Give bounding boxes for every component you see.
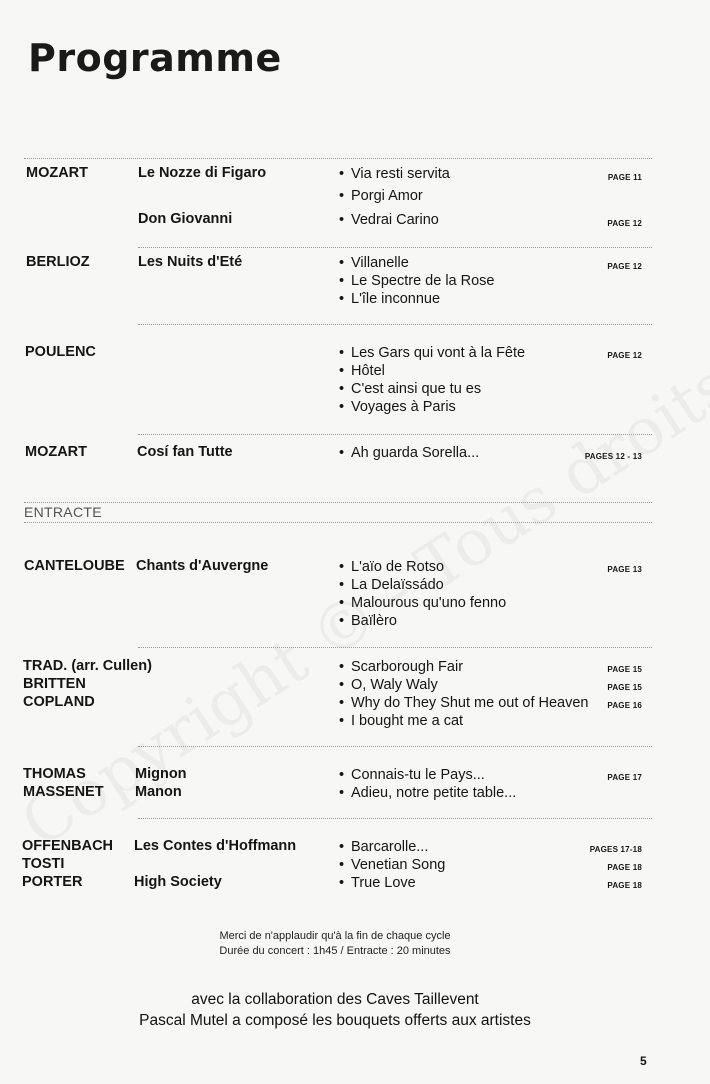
composer: CANTELOUBE <box>24 558 125 574</box>
work-title: Chants d'Auvergne <box>136 558 269 574</box>
composer: MOZART <box>25 444 88 460</box>
piece-item: • Hôtel <box>339 363 385 379</box>
divider <box>138 818 652 819</box>
composer: POULENC <box>25 344 96 360</box>
page-reference: PAGE 15 <box>607 665 642 674</box>
piece-item: • Voyages à Paris <box>339 399 456 415</box>
piece-item: • Villanelle <box>339 255 409 271</box>
page-number: 5 <box>640 1054 647 1068</box>
divider <box>24 502 652 503</box>
work-title: Les Nuits d'Eté <box>138 254 243 270</box>
page-reference: PAGE 12 <box>607 351 642 360</box>
piece-item: • I bought me a cat <box>339 713 464 729</box>
work-title: Manon <box>135 784 182 800</box>
page-reference: PAGE 15 <box>607 683 642 692</box>
piece-item: • Barcarolle... <box>339 839 429 855</box>
entracte-label: ENTRACTE <box>24 504 102 520</box>
applause-note: Merci de n'applaudir qu'à la fin de chaque cycle <box>219 930 451 942</box>
composer: TRAD. (arr. Cullen) <box>23 658 152 674</box>
page-reference: PAGE 18 <box>607 863 642 872</box>
page-reference: PAGE 11 <box>607 173 642 182</box>
divider <box>138 247 652 248</box>
piece-item: • Venetian Song <box>339 857 446 873</box>
work-title: Cosí fan Tutte <box>137 444 233 460</box>
page-reference: PAGE 16 <box>607 701 642 710</box>
divider <box>138 647 652 648</box>
piece-item: • True Love <box>339 875 416 891</box>
divider <box>138 434 652 435</box>
page-reference: PAGES 17-18 <box>589 845 642 854</box>
piece-item: • Adieu, notre petite table... <box>339 785 517 801</box>
divider <box>138 324 652 325</box>
work-title: Les Contes d'Hoffmann <box>134 838 297 854</box>
page-reference: PAGE 17 <box>607 773 642 782</box>
piece-item: • Porgi Amor <box>339 188 423 204</box>
piece-item: • C'est ainsi que tu es <box>339 381 482 397</box>
duration-note: Durée du concert : 1h45 / Entracte : 20 minutes <box>219 945 451 957</box>
page-reference: PAGES 12 - 13 <box>584 452 642 461</box>
composer: MASSENET <box>23 784 104 800</box>
piece-item: • Le Spectre de la Rose <box>339 273 495 289</box>
piece-item: • O, Waly Waly <box>339 677 438 693</box>
piece-item: • Why do They Shut me out of Heaven <box>339 695 589 711</box>
composer: TOSTI <box>22 856 65 872</box>
page-reference: PAGE 18 <box>607 881 642 890</box>
piece-item: • Via resti servita <box>339 166 450 182</box>
divider <box>24 522 652 523</box>
piece-item: • L'île inconnue <box>339 291 441 307</box>
divider <box>138 746 652 747</box>
page-title: Programme <box>28 36 282 80</box>
work-title: Le Nozze di Figaro <box>138 165 267 181</box>
piece-item: • Baïlèro <box>339 613 397 629</box>
composer: BERLIOZ <box>26 254 90 270</box>
piece-item: • Scarborough Fair <box>339 659 464 675</box>
bouquets-line: Pascal Mutel a composé les bouquets offerts aux artistes <box>139 1012 531 1029</box>
work-title: Don Giovanni <box>138 211 233 227</box>
divider <box>24 158 652 159</box>
composer: PORTER <box>22 874 83 890</box>
page-reference: PAGE 12 <box>607 219 642 228</box>
work-title: Mignon <box>135 766 187 782</box>
composer: OFFENBACH <box>22 838 114 854</box>
piece-item: • La Delaïssádo <box>339 577 444 593</box>
composer: BRITTEN <box>23 676 86 692</box>
composer: THOMAS <box>23 766 86 782</box>
piece-item: • Vedrai Carino <box>339 212 439 228</box>
piece-item: • Les Gars qui vont à la Fête <box>339 345 526 361</box>
piece-item: • Malourous qu'uno fenno <box>339 595 507 611</box>
piece-item: • Connais-tu le Pays... <box>339 767 485 783</box>
piece-item: • L'aïo de Rotso <box>339 559 445 575</box>
collaboration-line: avec la collaboration des Caves Taillevent <box>191 991 479 1008</box>
page-reference: PAGE 13 <box>607 565 642 574</box>
work-title: High Society <box>134 874 222 890</box>
composer: COPLAND <box>23 694 95 710</box>
composer: MOZART <box>26 165 89 181</box>
piece-item: • Ah guarda Sorella... <box>339 445 480 461</box>
page-reference: PAGE 12 <box>607 262 642 271</box>
